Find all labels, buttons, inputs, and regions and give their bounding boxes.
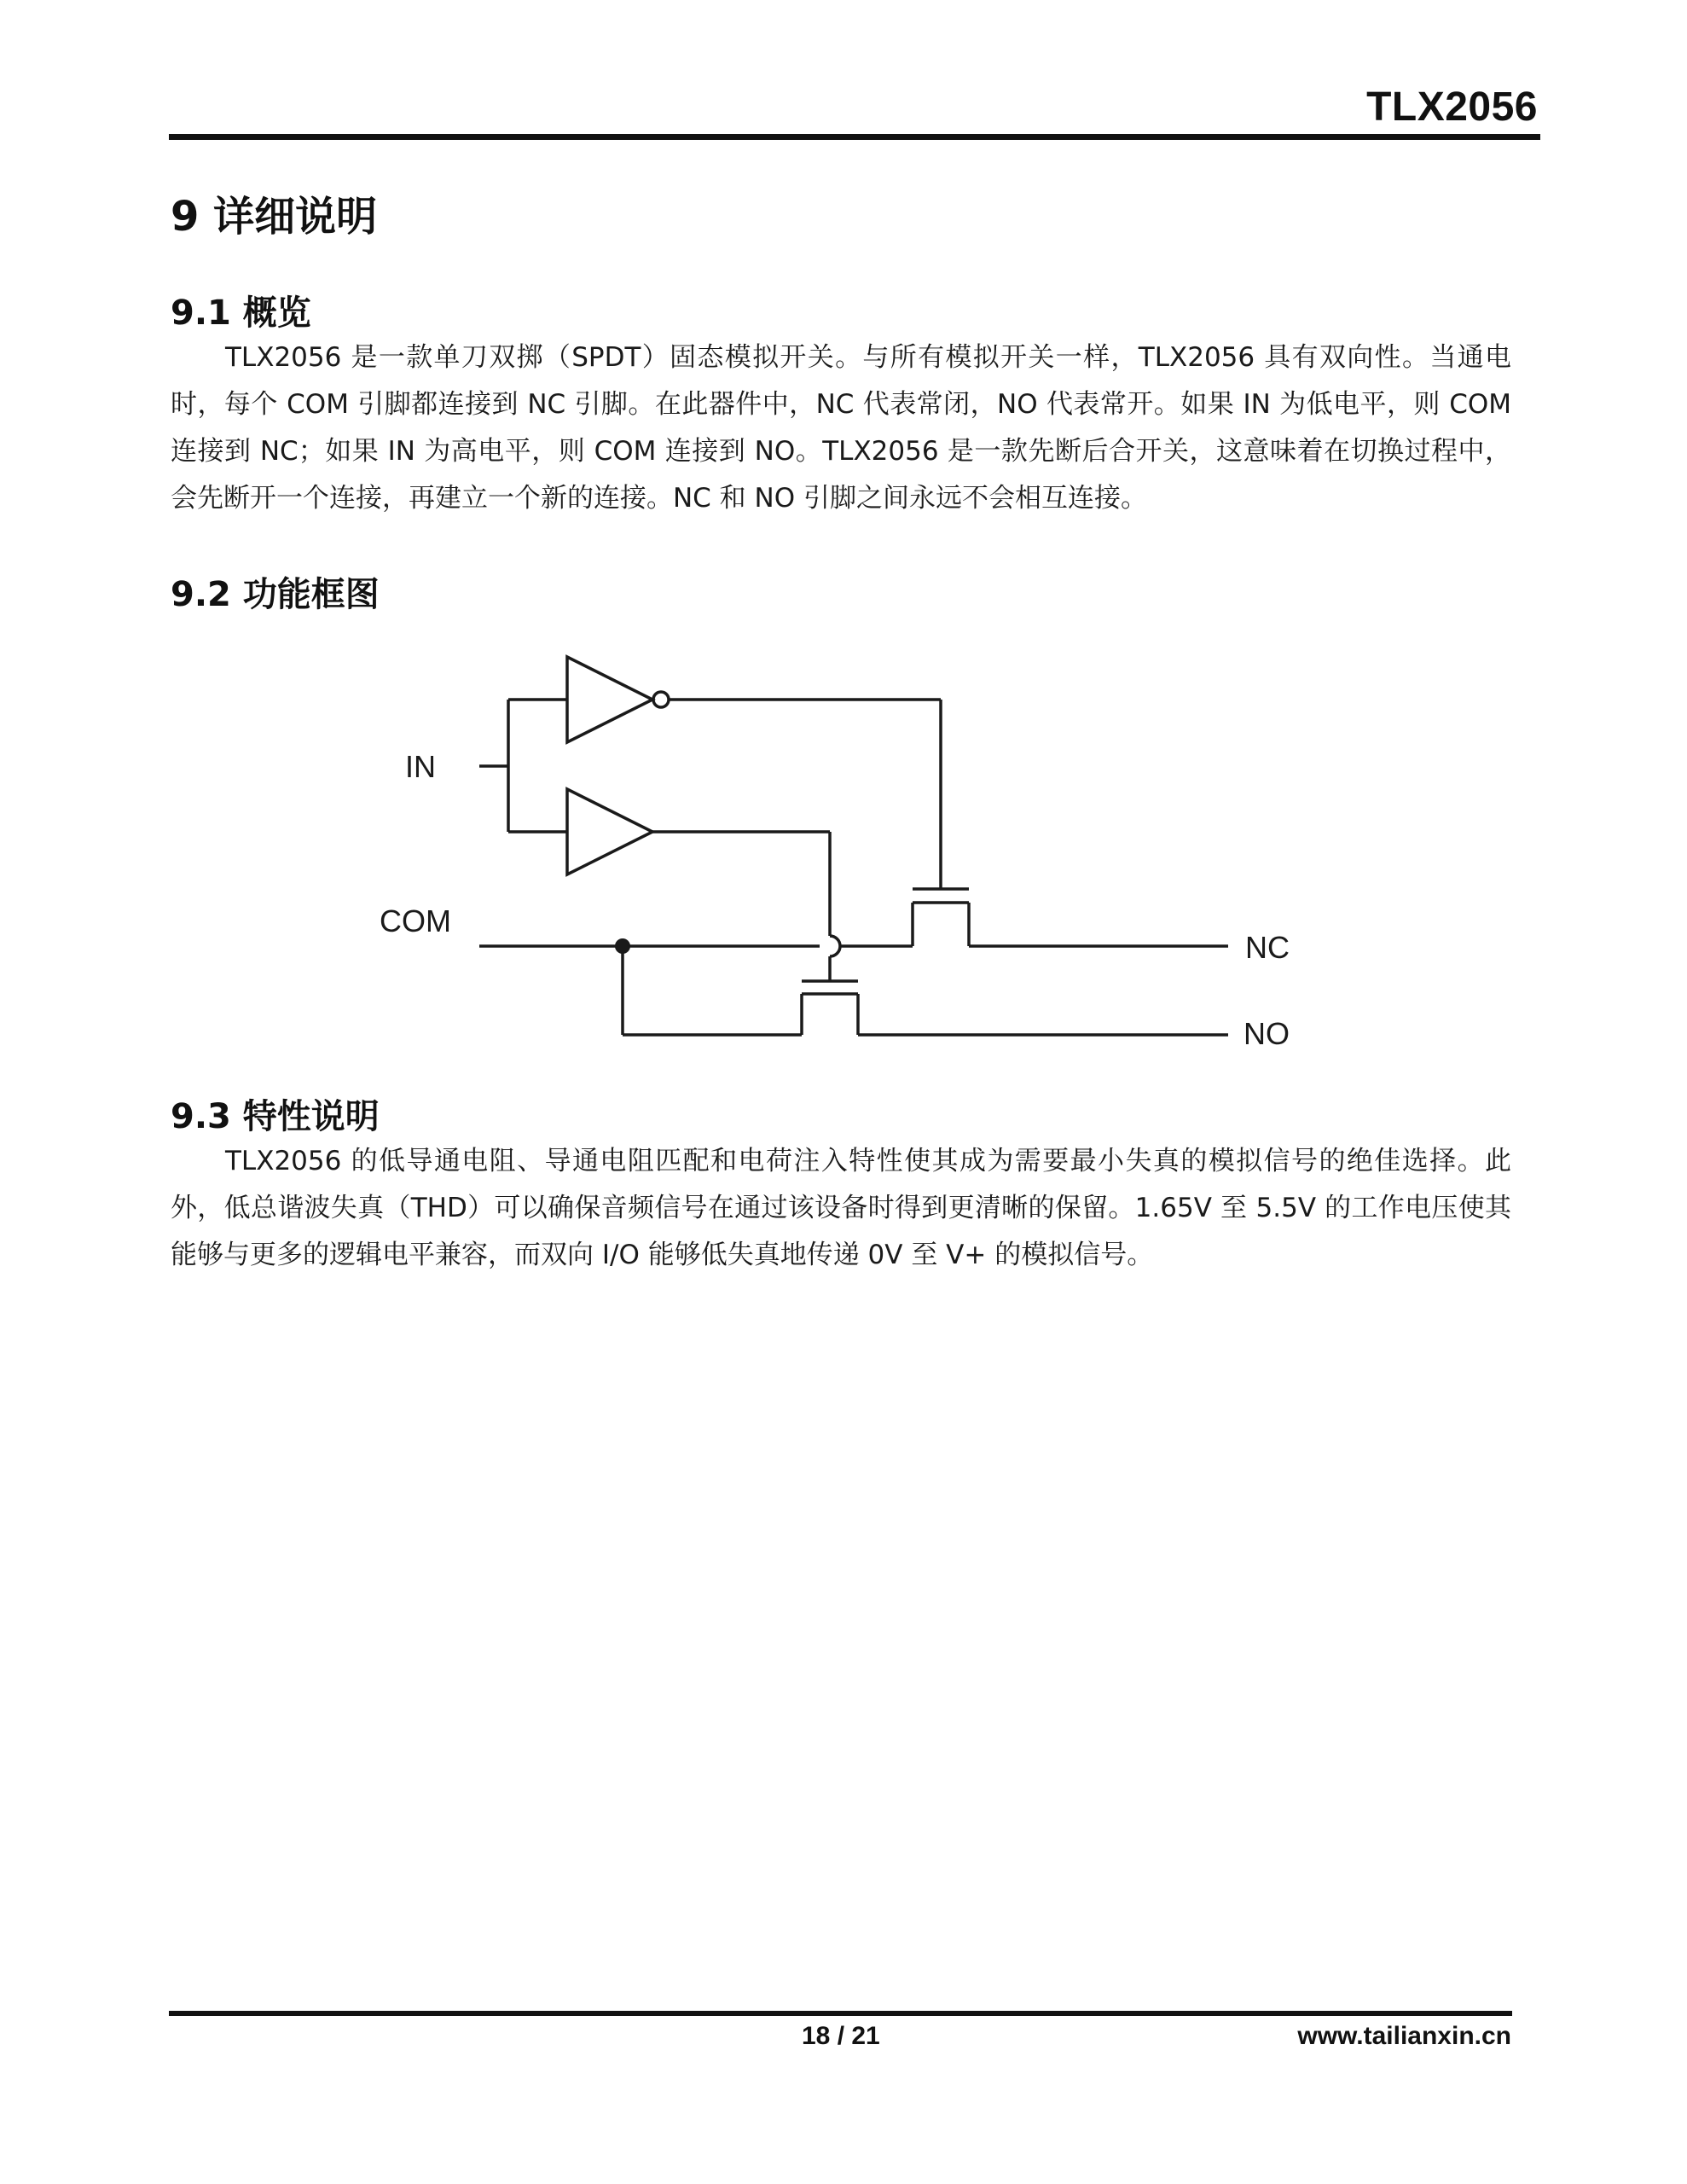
in-label: IN xyxy=(405,749,436,784)
section-title: 9 详细说明 xyxy=(171,193,378,241)
com-junction-dot xyxy=(615,938,630,954)
functional-block-diagram xyxy=(358,631,1313,1058)
com-label: COM xyxy=(380,903,451,938)
page-number: 18 / 21 xyxy=(802,2022,880,2050)
footer-rule xyxy=(169,2011,1512,2016)
features-heading: 9.3 特性说明 xyxy=(171,1097,380,1136)
document-header-title: TLX2056 xyxy=(1366,84,1538,130)
overview-text: TLX2056 是一款单刀双掷（SPDT）固态模拟开关。与所有模拟开关一样，TLX2056 具有双向性。当通电时，每个 COM 引脚都连接到 NC 引脚。在此器件中，NC 代表常闭，NO 代表常开。如果 IN 为低电平，则 COM 连接到 NC；如果 IN 为高电平，则 COM 连接到 NO。TLX2056 是一款先断后合开关，这意味着在切换过程中，会先断开一个连接，再建立一个新的连接。NC 和 NO 引脚之间永远不会相互连接。 xyxy=(171,342,1511,514)
block-diagram-heading: 9.2 功能框图 xyxy=(171,575,380,614)
header-rule xyxy=(169,134,1540,140)
non-inverting-buffer xyxy=(567,789,652,874)
features-paragraph xyxy=(171,1138,1511,1279)
website-link[interactable]: www.tailianxin.cn xyxy=(1297,2022,1511,2050)
overview-paragraph xyxy=(171,334,1511,522)
nc-label: NC xyxy=(1245,930,1290,965)
no-label: NO xyxy=(1244,1016,1290,1051)
overview-heading: 9.1 概览 xyxy=(171,293,311,333)
inverter-buffer xyxy=(567,657,652,742)
features-text: TLX2056 的低导通电阻、导通电阻匹配和电荷注入特性使其成为需要最小失真的模拟信号的绝佳选择。此外，低总谐波失真（THD）可以确保音频信号在通过该设备时得到更清晰的保留。1.65V 至 5.5V 的工作电压使其能够与更多的逻辑电平兼容，而双向 I/O 能够低失真地传递 0V 至 V+ 的模拟信号。 xyxy=(171,1146,1511,1270)
wire-crossover-hop xyxy=(830,936,840,956)
